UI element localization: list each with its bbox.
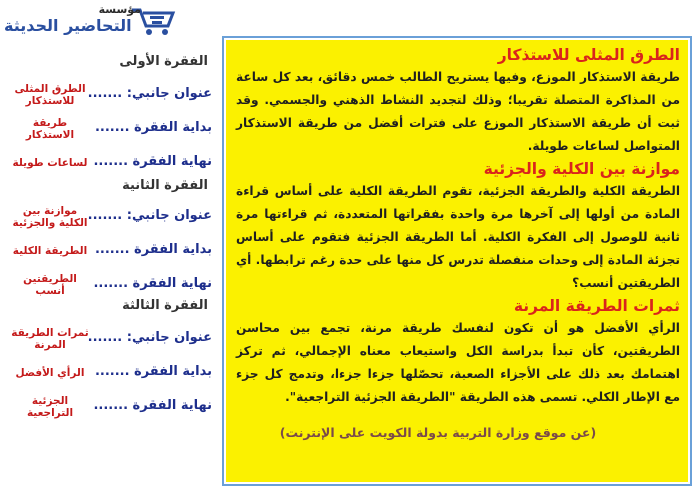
logo-subtitle: مؤسسة — [98, 3, 141, 16]
row-end-1 — [6, 146, 212, 180]
dots: ....... — [87, 330, 123, 345]
dots: ....... — [87, 86, 123, 101]
row-label: نهاية الفقرة — [132, 398, 212, 413]
row-label: نهاية الفقرة — [132, 276, 212, 291]
row-side-title-3 — [6, 322, 212, 356]
paragraph-2: الطريقة الكلية والطريقة الجزئية، تقوم الطريقة الكلية على أساس قراءة المادة من أولها إلى آخرها مرة واحدة بفقراتها المتعددة، ثم قراءتها مرة ثانية للوصول إلى الفكرة الكلية. أما الطريقة الجزئية فتقوم على أساس تجزئة المادة إلى وحدات منفصلة تدرس كل منها على حدة رغم ترابطها. أي الطريقتين أنسب؟ — [236, 184, 680, 290]
heading-3: ثمرات الطريقة المرنة — [513, 297, 680, 315]
logo-title: التحاضير الحديثة — [4, 16, 132, 35]
answer-value: موازنة بين الكلية والجزئية — [12, 205, 88, 229]
heading-2: موازنة بين الكلية والجزئية — [483, 160, 680, 178]
row-start-1 — [6, 112, 212, 146]
reading-text-panel — [226, 40, 688, 482]
row-label: بداية الفقرة — [134, 364, 212, 379]
row-start-2 — [6, 234, 212, 268]
answer-value: الطريقتين أنسب — [23, 273, 77, 297]
heading-1: الطرق المثلى للاستذكار — [497, 46, 680, 64]
dots: ....... — [94, 120, 130, 135]
answer-value: الطريقة الكلية — [12, 245, 88, 257]
dots: ....... — [94, 364, 130, 379]
section-title-3: الفقرة الثالثة — [122, 298, 208, 313]
paragraph-3: الرأي الأفضل هو أن تكون لنفسك طريقة مرنة، تجمع بين محاسن الطريقتين، كأن تبدأ بدراسة الكل واستيعاب معناه الإجمالي، ثم تركز اهتمامك بعد ذلك على الأجزاء الصعبة، تحصّلها جزءا جزءا، وتدمج كل جزء مع الإطار الكلي. تسمى هذه الطريقة "الطريقة الجزئية التراجعية". — [236, 321, 680, 404]
paragraph-1: طريقة الاستذكار الموزع، وفيها يستريح الطالب خمس دقائق، بعد كل ساعة من المذاكرة المتصلة تقريبا؛ وذلك لتجديد النشاط الذهني والجسمي. وقد ثبت أن طريقة الاستذكار الموزع على فترات أفضل من طريقة الاستذكار المتواصل لساعات طويلة. — [236, 70, 680, 153]
answer-value: الرأي الأفضل — [15, 367, 85, 379]
dots: ....... — [93, 398, 129, 413]
row-label: عنوان جانبي: — [126, 330, 212, 345]
section-title-2: الفقرة الثانية — [122, 178, 208, 193]
row-label: عنوان جانبي: — [126, 86, 212, 101]
answer-value: لساعات طويلة — [12, 157, 88, 169]
row-start-3 — [6, 356, 212, 390]
dots: ....... — [93, 154, 129, 169]
row-label: نهاية الفقرة — [132, 154, 212, 169]
row-label: بداية الفقرة — [134, 242, 212, 257]
row-side-title-2 — [6, 200, 212, 234]
row-label: عنوان جانبي: — [126, 208, 212, 223]
answer-value: الجزئية التراجعية — [26, 395, 74, 419]
answer-value: طريقة الاستذكار — [25, 117, 75, 141]
row-label: بداية الفقرة — [134, 120, 212, 135]
dots: ....... — [93, 276, 129, 291]
section-title-1: الفقرة الأولى — [119, 54, 208, 69]
answer-value: الطرق المثلى للاستذكار — [14, 83, 86, 107]
answer-value: ثمرات الطريقة المرنة — [11, 327, 89, 351]
row-side-title-1 — [6, 78, 212, 112]
dots: ....... — [94, 242, 130, 257]
source-note: (عن موقع وزارة التربية بدولة الكويت على الإنترنت) — [279, 424, 597, 440]
row-end-2 — [6, 268, 212, 302]
paragraph-analysis-sheet — [0, 40, 218, 485]
site-logo — [2, 2, 177, 40]
row-end-3 — [6, 390, 212, 424]
dots: ....... — [87, 208, 123, 223]
